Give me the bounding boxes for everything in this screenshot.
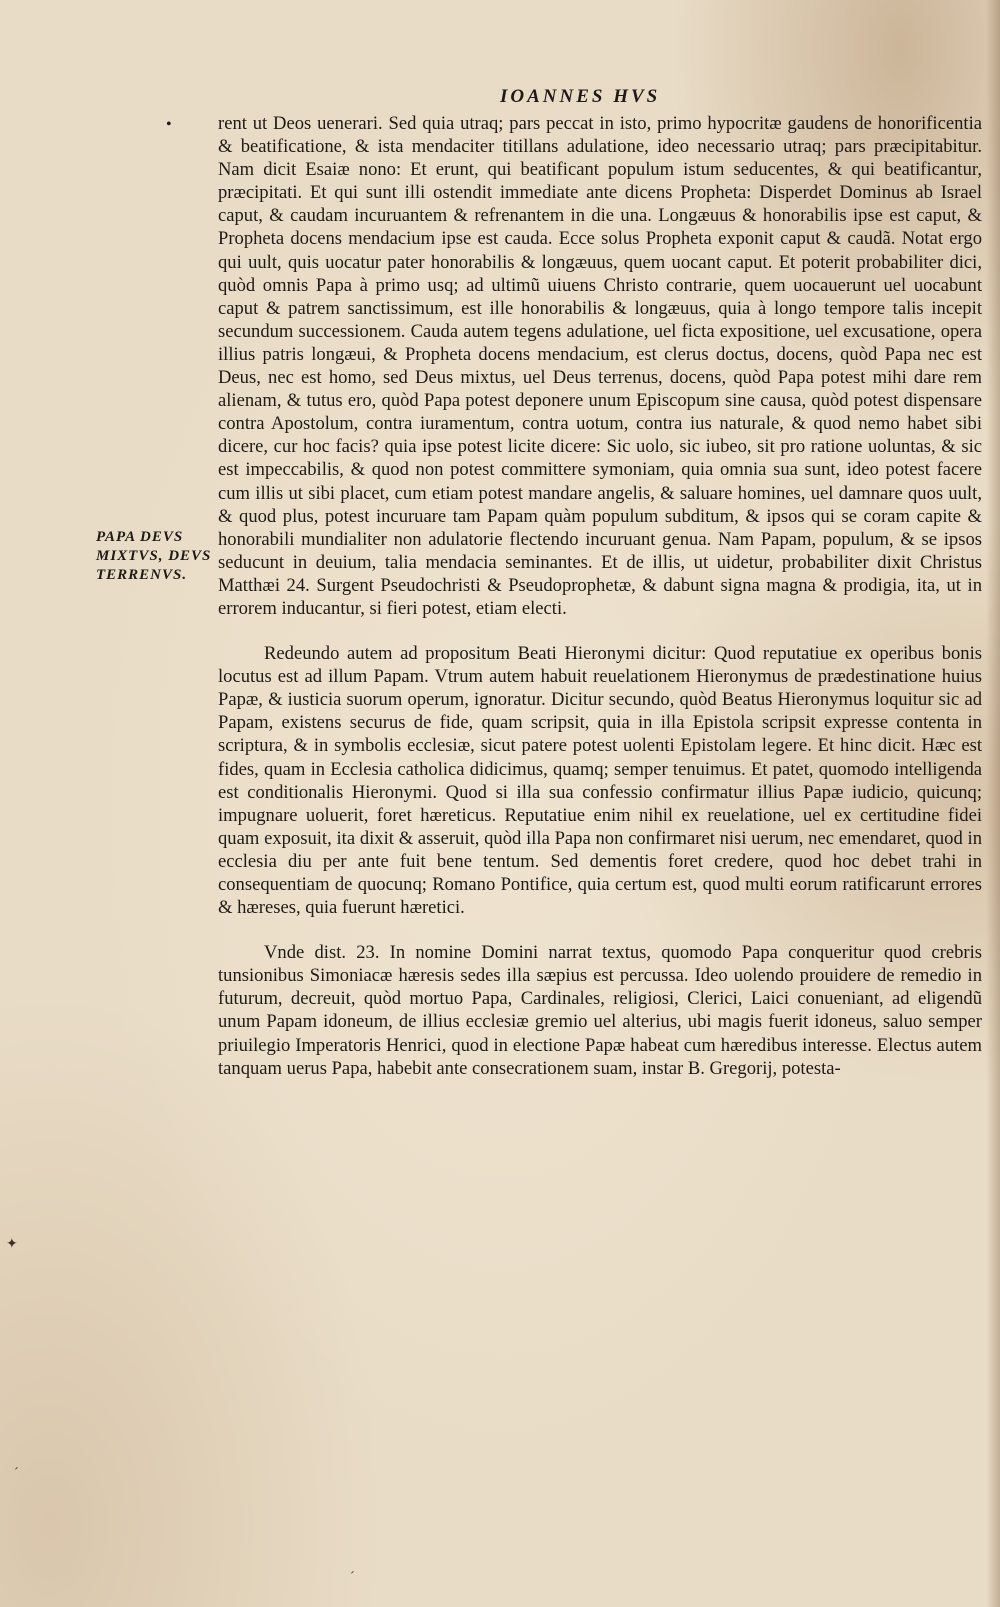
ink-speck: ✦ — [6, 1237, 18, 1252]
page-edge-shadow — [986, 0, 1000, 1607]
running-head: IOANNES HVS — [500, 86, 661, 107]
ink-speck: ˊ — [14, 1466, 19, 1481]
ink-speck: ˊ — [350, 1570, 355, 1585]
paragraph-3: Vnde dist. 23. In nomine Domini narrat textus, quomodo Papa conqueritur quod crebris tunsionibus Simoniacæ hæresis sedes illa sæpius est percussa. Ideo uolendo prouidere de remedio in futurum, decreuit, quòd mortuo Papa, Cardinales, religiosi, Clerici, Laici conueniant, ad eligendũ unum Papam idoneum, de illius ecclesiæ gremio uel alterius, ubi magis fuerit idoneus, saluo semper priuilegio Imperatoris Henrici, quod in electione Papæ habeat cum hæredibus interesse. Electus autem tanquam uerus Papa, habebit ante consecrationem suam, instar B. Gregorij, potesta- — [218, 942, 982, 1079]
bullet-mark: • — [166, 116, 172, 133]
paragraph-2: Redeundo autem ad propositum Beati Hieronymi dicitur: Quod reputatiue ex operibus bonis locutus est ad illum Papam. Vtrum autem habuit reuelationem Hieronymus de prædestinatione huius Papæ, & iusticia suorum operum, ignoratur. Dicitur secundo, quòd Beatus Hieronymus loquitur sic ad Papam, existens securus de fide, quam scripsit, quia in illa Epistola scripsit expresse contenta in scriptura, & in symbolis ecclesiæ, sicut patere potest uolenti Epistolam legere. Et hinc dicit. Hæc est fides, quam in Ecclesia catholica didicimus, quamq; semper tenuimus. Et patet, quomodo intelligenda est conditionalis Hieronymi. Quod si illa sua confessio confirmatur illius Papæ iudicio, quicunq; impugnare uoluerit, foret hæreticus. Reputatiue enim nihil ex reuelatione, uel ex certitudine fidei quam exposuit, ita dixit & asseruit, quòd illa Papa non confirmaret nisi uerum, nec emendaret, quod in ecclesia diu per ante fuit bene tentum. Sed dementis foret credere, quod hoc debet trahi in consequentiam de quocunq; Romano Pontifice, quia certum est, quod multi eorum ratificarunt errores & hæreses, quia fuerunt hæretici. — [218, 643, 982, 919]
main-text — [218, 112, 982, 1080]
marginal-note: PAPA DEVS MIXTVS, DEVS TERRENVS. — [96, 529, 212, 583]
paragraph-1: rent ut Deos uenerari. Sed quia utraq; pars peccat in isto, primo hypocritæ gaudens de honorificentia & beatificatione, & ista mendaciter titillans adulatione, ideo necessario utraq; pars præcipitabitur. Nam dicit Esaiæ nono: Et erunt, qui beatificant populum istum seducentes, & qui beatificantur, præcipitati. Et qui sunt illi ostendit immediate ante dicens Propheta: Disperdet Dominus ab Israel caput, & caudam incuruantem & refrenantem in die una. Longæuus & honorabilis ipse est caput, & Propheta docens mendacium ipse est cauda. Ecce solus Propheta exponit caput & caudã. Notat ergo qui uult, quis uocatur pater honorabilis & longæuus, quem uocant caput. Et poterit probabiliter dici, quòd omnis Papa à primo usq; ad ultimũ uiuens Christo contrarie, quem uocauerunt uel uocabunt caput & patrem sanctissimum, est ille honorabilis & longæuus, quia à longo tempore talis incepit secundum successionem. Cauda autem tegens adulatione, uel ficta expositione, uel excusatione, opera illius patris longæui, & Propheta docens mendacium, est clerus doctus, docens, quòd Papa nec est Deus, nec est homo, sed Deus mixtus, uel Deus terrenus, docens, quòd Papa potest mihi dare rem alienam, & tutus ero, quòd Papa potest deponere unum Episcopum sine causa, quòd potest dispensare contra Apostolum, contra iuramentum, contra uotum, contra ius naturale, & quod nemo habet sibi dicere, cur hoc facis? quia ipse potest licite dicere: Sic uolo, sic iubeo, sit pro ratione uoluntas, & sic est impeccabilis, & quod non potest committere symoniam, quia omnia sua sunt, ideo potest facere cum illis ut sibi placet, cum etiam potest mandare angelis, & saluare homines, uel damnare quos uult, & quod plus, potest incuruare tam Papam quàm populum subditum, & ipsos qui se coram capite & honorabili mundialiter non adulatorie flectendo incuruant genua. Nam Papam, populum, & se ipsos seducunt in deuium, talia mendacia seminantes. Et de illis, ut uidetur, probabiliter dixit Christus Matthæi 24. Surgent Pseudochristi & Pseudoprophetæ, & dabunt signa magna & prodigia, ita, ut in errorem inducantur, si fieri potest, etiam electi. — [218, 113, 982, 619]
